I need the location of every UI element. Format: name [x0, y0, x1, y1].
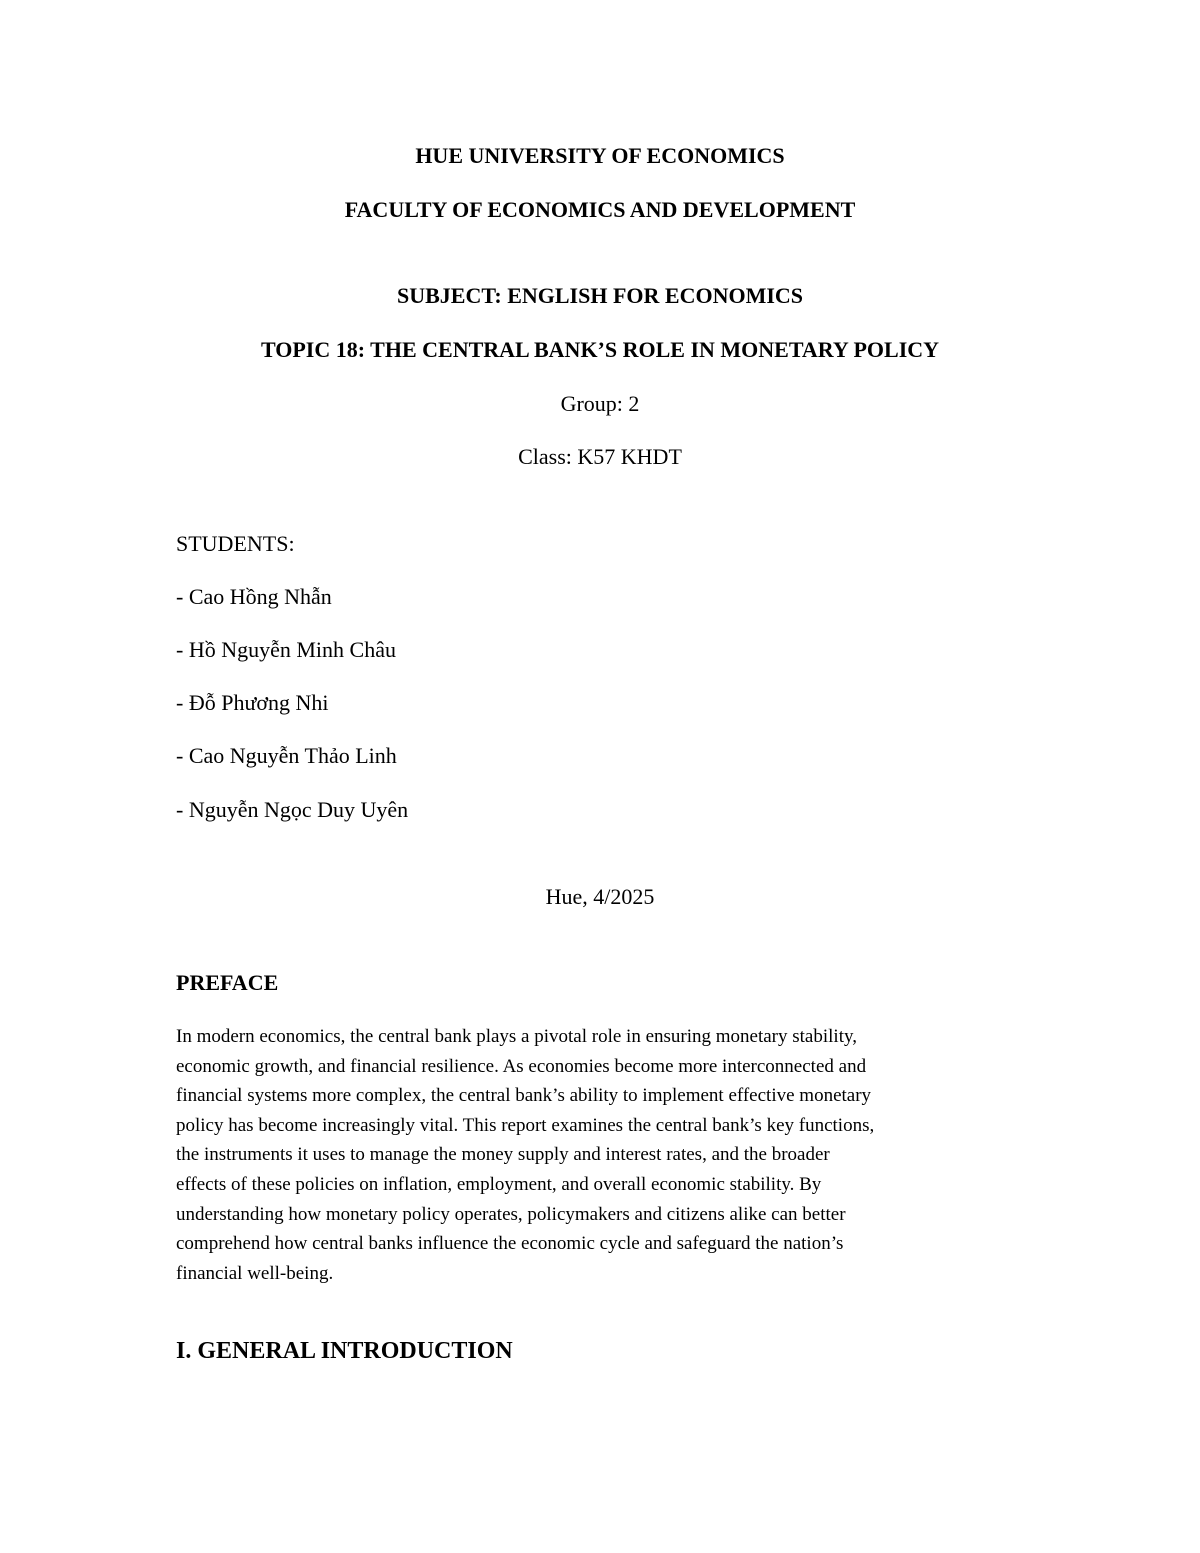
- preface-line: the instruments it uses to manage the money supply and interest rates, and the broader: [176, 1144, 830, 1166]
- students-heading: STUDENTS:: [176, 531, 295, 556]
- preface-line: financial well-being.: [176, 1262, 334, 1284]
- place-date: Hue, 4/2025: [545, 884, 655, 909]
- topic-title: TOPIC 18: THE CENTRAL BANK’S ROLE IN MONETARY POLICY: [260, 337, 940, 362]
- student-item: - Cao Nguyễn Thảo Linh: [176, 743, 397, 768]
- preface-heading: PREFACE: [176, 970, 279, 995]
- preface-line: financial systems more complex, the central bank’s ability to implement effective monetary: [176, 1085, 872, 1107]
- preface-line: policy has become increasingly vital. This report examines the central bank’s key functions,: [176, 1114, 875, 1136]
- faculty-name: FACULTY OF ECONOMICS AND DEVELOPMENT: [344, 197, 856, 222]
- university-name: HUE UNIVERSITY OF ECONOMICS: [415, 143, 785, 168]
- preface-line: effects of these policies on inflation, employment, and overall economic stability. By: [176, 1173, 822, 1195]
- preface-paragraph: [176, 1022, 1026, 1288]
- student-item: - Cao Hồng Nhẫn: [176, 584, 332, 609]
- preface-line: In modern economics, the central bank plays a pivotal role in ensuring monetary stability,: [176, 1026, 857, 1047]
- student-item: - Nguyễn Ngọc Duy Uyên: [176, 797, 409, 822]
- preface-line: understanding how monetary policy operates, policymakers and citizens alike can better: [176, 1203, 846, 1225]
- preface-line: comprehend how central banks influence the economic cycle and safeguard the nation’s: [176, 1233, 844, 1255]
- class-label: Class: K57 KHDT: [518, 444, 682, 469]
- group-label: Group: 2: [560, 391, 640, 416]
- section-heading: I. GENERAL INTRODUCTION: [176, 1338, 513, 1364]
- student-item: - Hồ Nguyễn Minh Châu: [176, 637, 396, 662]
- preface-line: economic growth, and financial resilience. As economies become more interconnected and: [176, 1055, 867, 1077]
- student-item: - Đỗ Phương Nhi: [176, 690, 329, 715]
- subject-title: SUBJECT: ENGLISH FOR ECONOMICS: [396, 283, 804, 308]
